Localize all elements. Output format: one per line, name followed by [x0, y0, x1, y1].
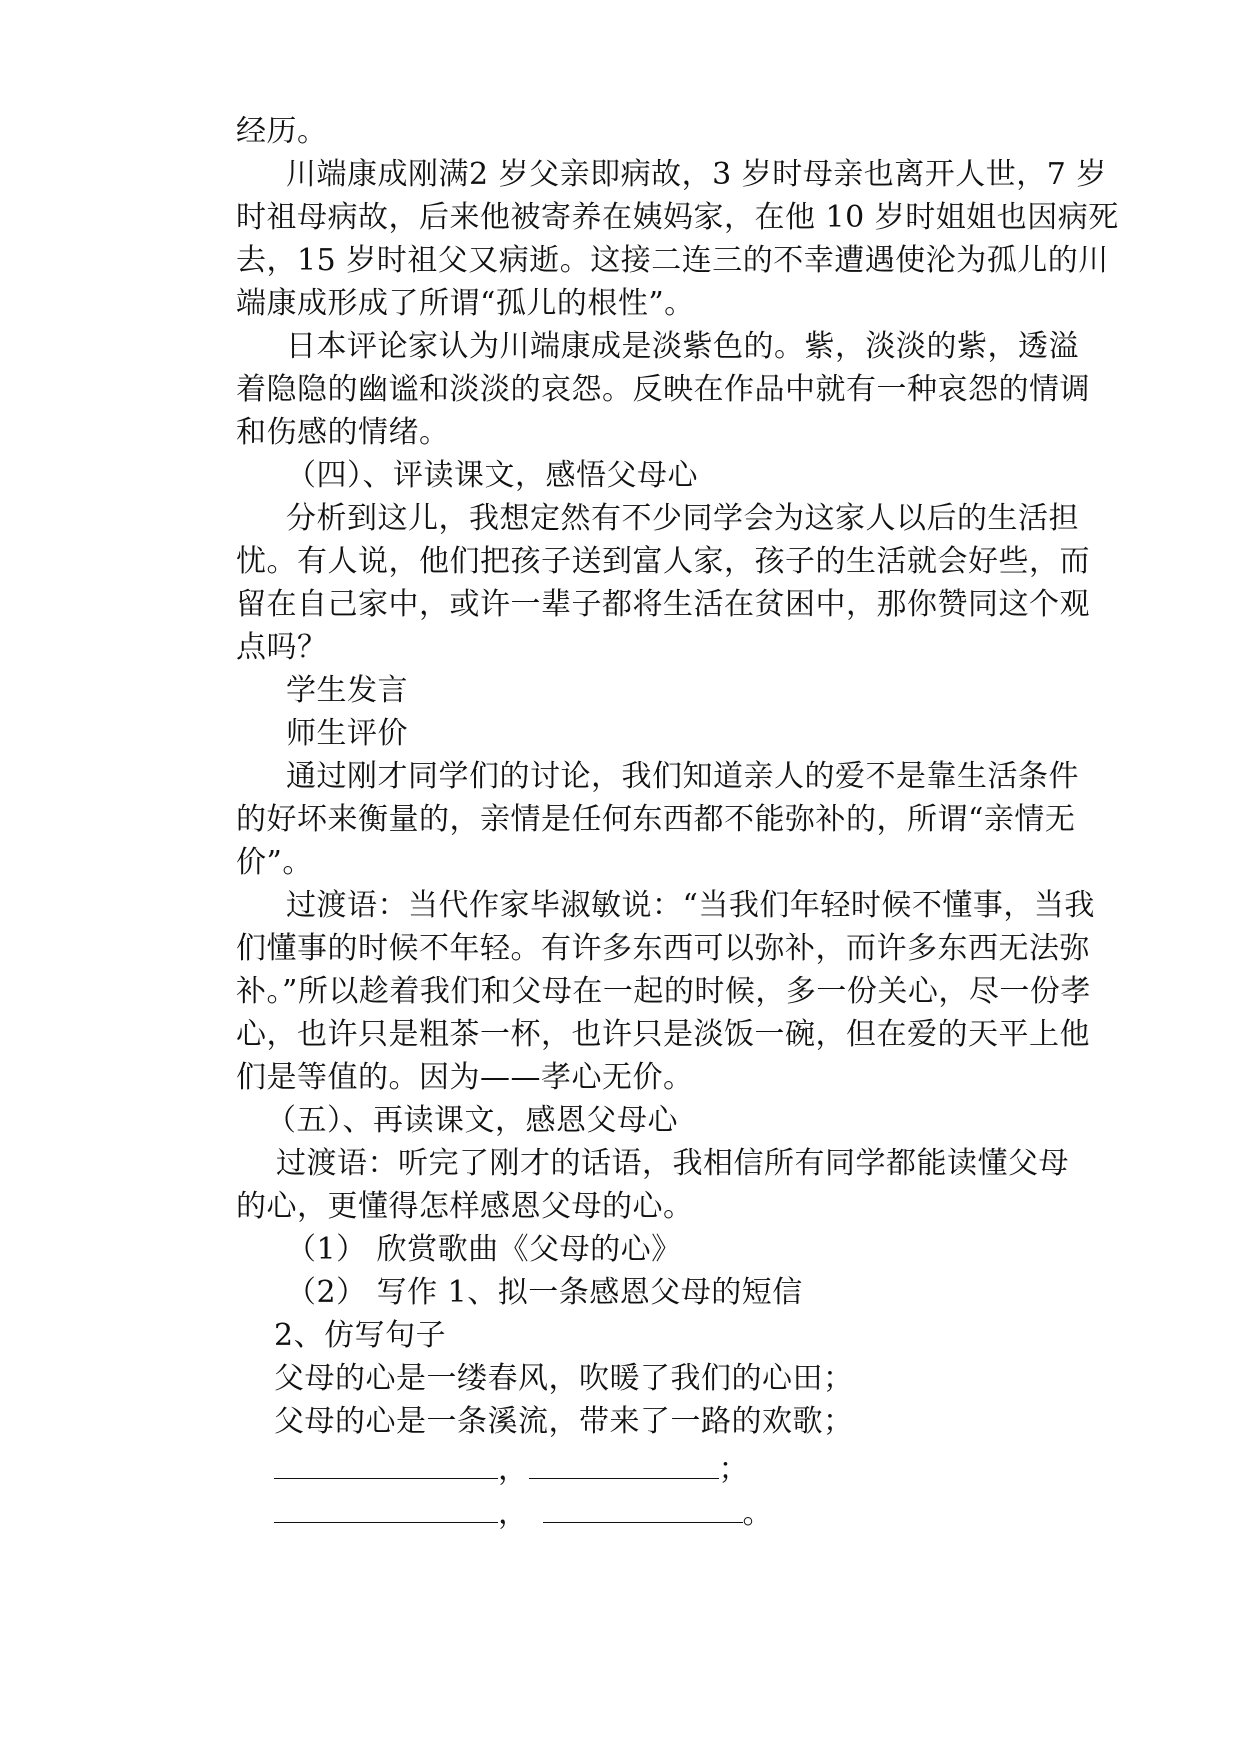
section-heading-5: （五）、再读课文，感恩父母心 [266, 1103, 678, 1138]
blank-separator: ， [498, 1496, 529, 1531]
blank-underline[interactable] [274, 1500, 498, 1523]
text-line-22: 心，也许只是粗茶一杯，也许只是淡饭一碗，但在爱的天平上他 [236, 1017, 1090, 1052]
blank-underline[interactable] [529, 1456, 719, 1479]
section-heading-4: （四）、评读课文，感悟父母心 [286, 458, 698, 493]
text-line-25: 过渡语：听完了刚才的话语，我相信所有同学都能读懂父母 [276, 1146, 1069, 1181]
blank-end-mark: 。 [742, 1496, 773, 1531]
text-line-16: 通过刚才同学们的讨论，我们知道亲人的爱不是靠生活条件 [286, 759, 1079, 794]
fill-blank-line-2[interactable] [274, 1492, 773, 1536]
text-line-20: 们懂事的时候不年轻。有许多东西可以弥补，而许多东西无法弥 [236, 931, 1090, 966]
text-line-2: 川端康成刚满2 岁父亲即病故，3 岁时母亲也离开人世，7 岁 [286, 157, 1107, 192]
text-line-12: 留在自己家中，或许一辈子都将生活在贫困中，那你赞同这个观 [236, 587, 1090, 622]
text-line-26: 的心，更懂得怎样感恩父母的心。 [236, 1189, 694, 1224]
text-line-23: 们是等值的。因为——孝心无价。 [236, 1060, 694, 1095]
blank-end-mark: ； [718, 1452, 749, 1487]
text-line-5: 端康成形成了所谓“孤儿的根性”。 [236, 286, 695, 321]
text-line-6: 日本评论家认为川端康成是淡紫色的。紫，淡淡的紫，透溢 [286, 329, 1079, 364]
text-line-18: 价”。 [236, 845, 313, 880]
list-item-2: （2） 写作 1、拟一条感恩父母的短信 [286, 1275, 803, 1310]
text-line-3: 时祖母病故，后来他被寄养在姨妈家，在他 10 岁时姐姐也因病死 [236, 200, 1119, 235]
text-line-4: 去，15 岁时祖父又病逝。这接二连三的不幸遭遇使沦为孤儿的川 [236, 243, 1109, 278]
text-line-15: 师生评价 [286, 716, 408, 751]
example-sentence-2: 父母的心是一条溪流，带来了一路的欢歌； [274, 1404, 854, 1439]
fill-blank-line-1[interactable] [274, 1448, 749, 1492]
blank-separator: ， [498, 1452, 529, 1487]
text-line-7: 着隐隐的幽谧和淡淡的哀怨。反映在作品中就有一种哀怨的情调 [236, 372, 1090, 407]
text-line-13: 点吗？ [236, 630, 328, 665]
text-line-11: 忧。有人说，他们把孩子送到富人家，孩子的生活就会好些，而 [236, 544, 1090, 579]
text-line-8: 和伤感的情绪。 [236, 415, 450, 450]
example-sentence-1: 父母的心是一缕春风，吹暖了我们的心田； [274, 1361, 854, 1396]
text-line-14: 学生发言 [286, 673, 408, 708]
text-line-10: 分析到这儿，我想定然有不少同学会为这家人以后的生活担 [286, 501, 1079, 536]
blank-underline[interactable] [543, 1500, 743, 1523]
blank-underline[interactable] [274, 1456, 498, 1479]
text-line-21: 补。”所以趁着我们和父母在一起的时候，多一份关心，尽一份孝 [236, 974, 1091, 1009]
text-line-19: 过渡语：当代作家毕淑敏说：“当我们年轻时候不懂事，当我 [286, 888, 1095, 923]
text-line-17: 的好坏来衡量的，亲情是任何东西都不能弥补的，所谓“亲情无 [236, 802, 1076, 837]
text-line-1: 经历。 [236, 114, 328, 149]
list-item-1: （1） 欣赏歌曲《父母的心》 [286, 1232, 682, 1267]
text-line-29: 2、仿写句子 [274, 1318, 447, 1353]
